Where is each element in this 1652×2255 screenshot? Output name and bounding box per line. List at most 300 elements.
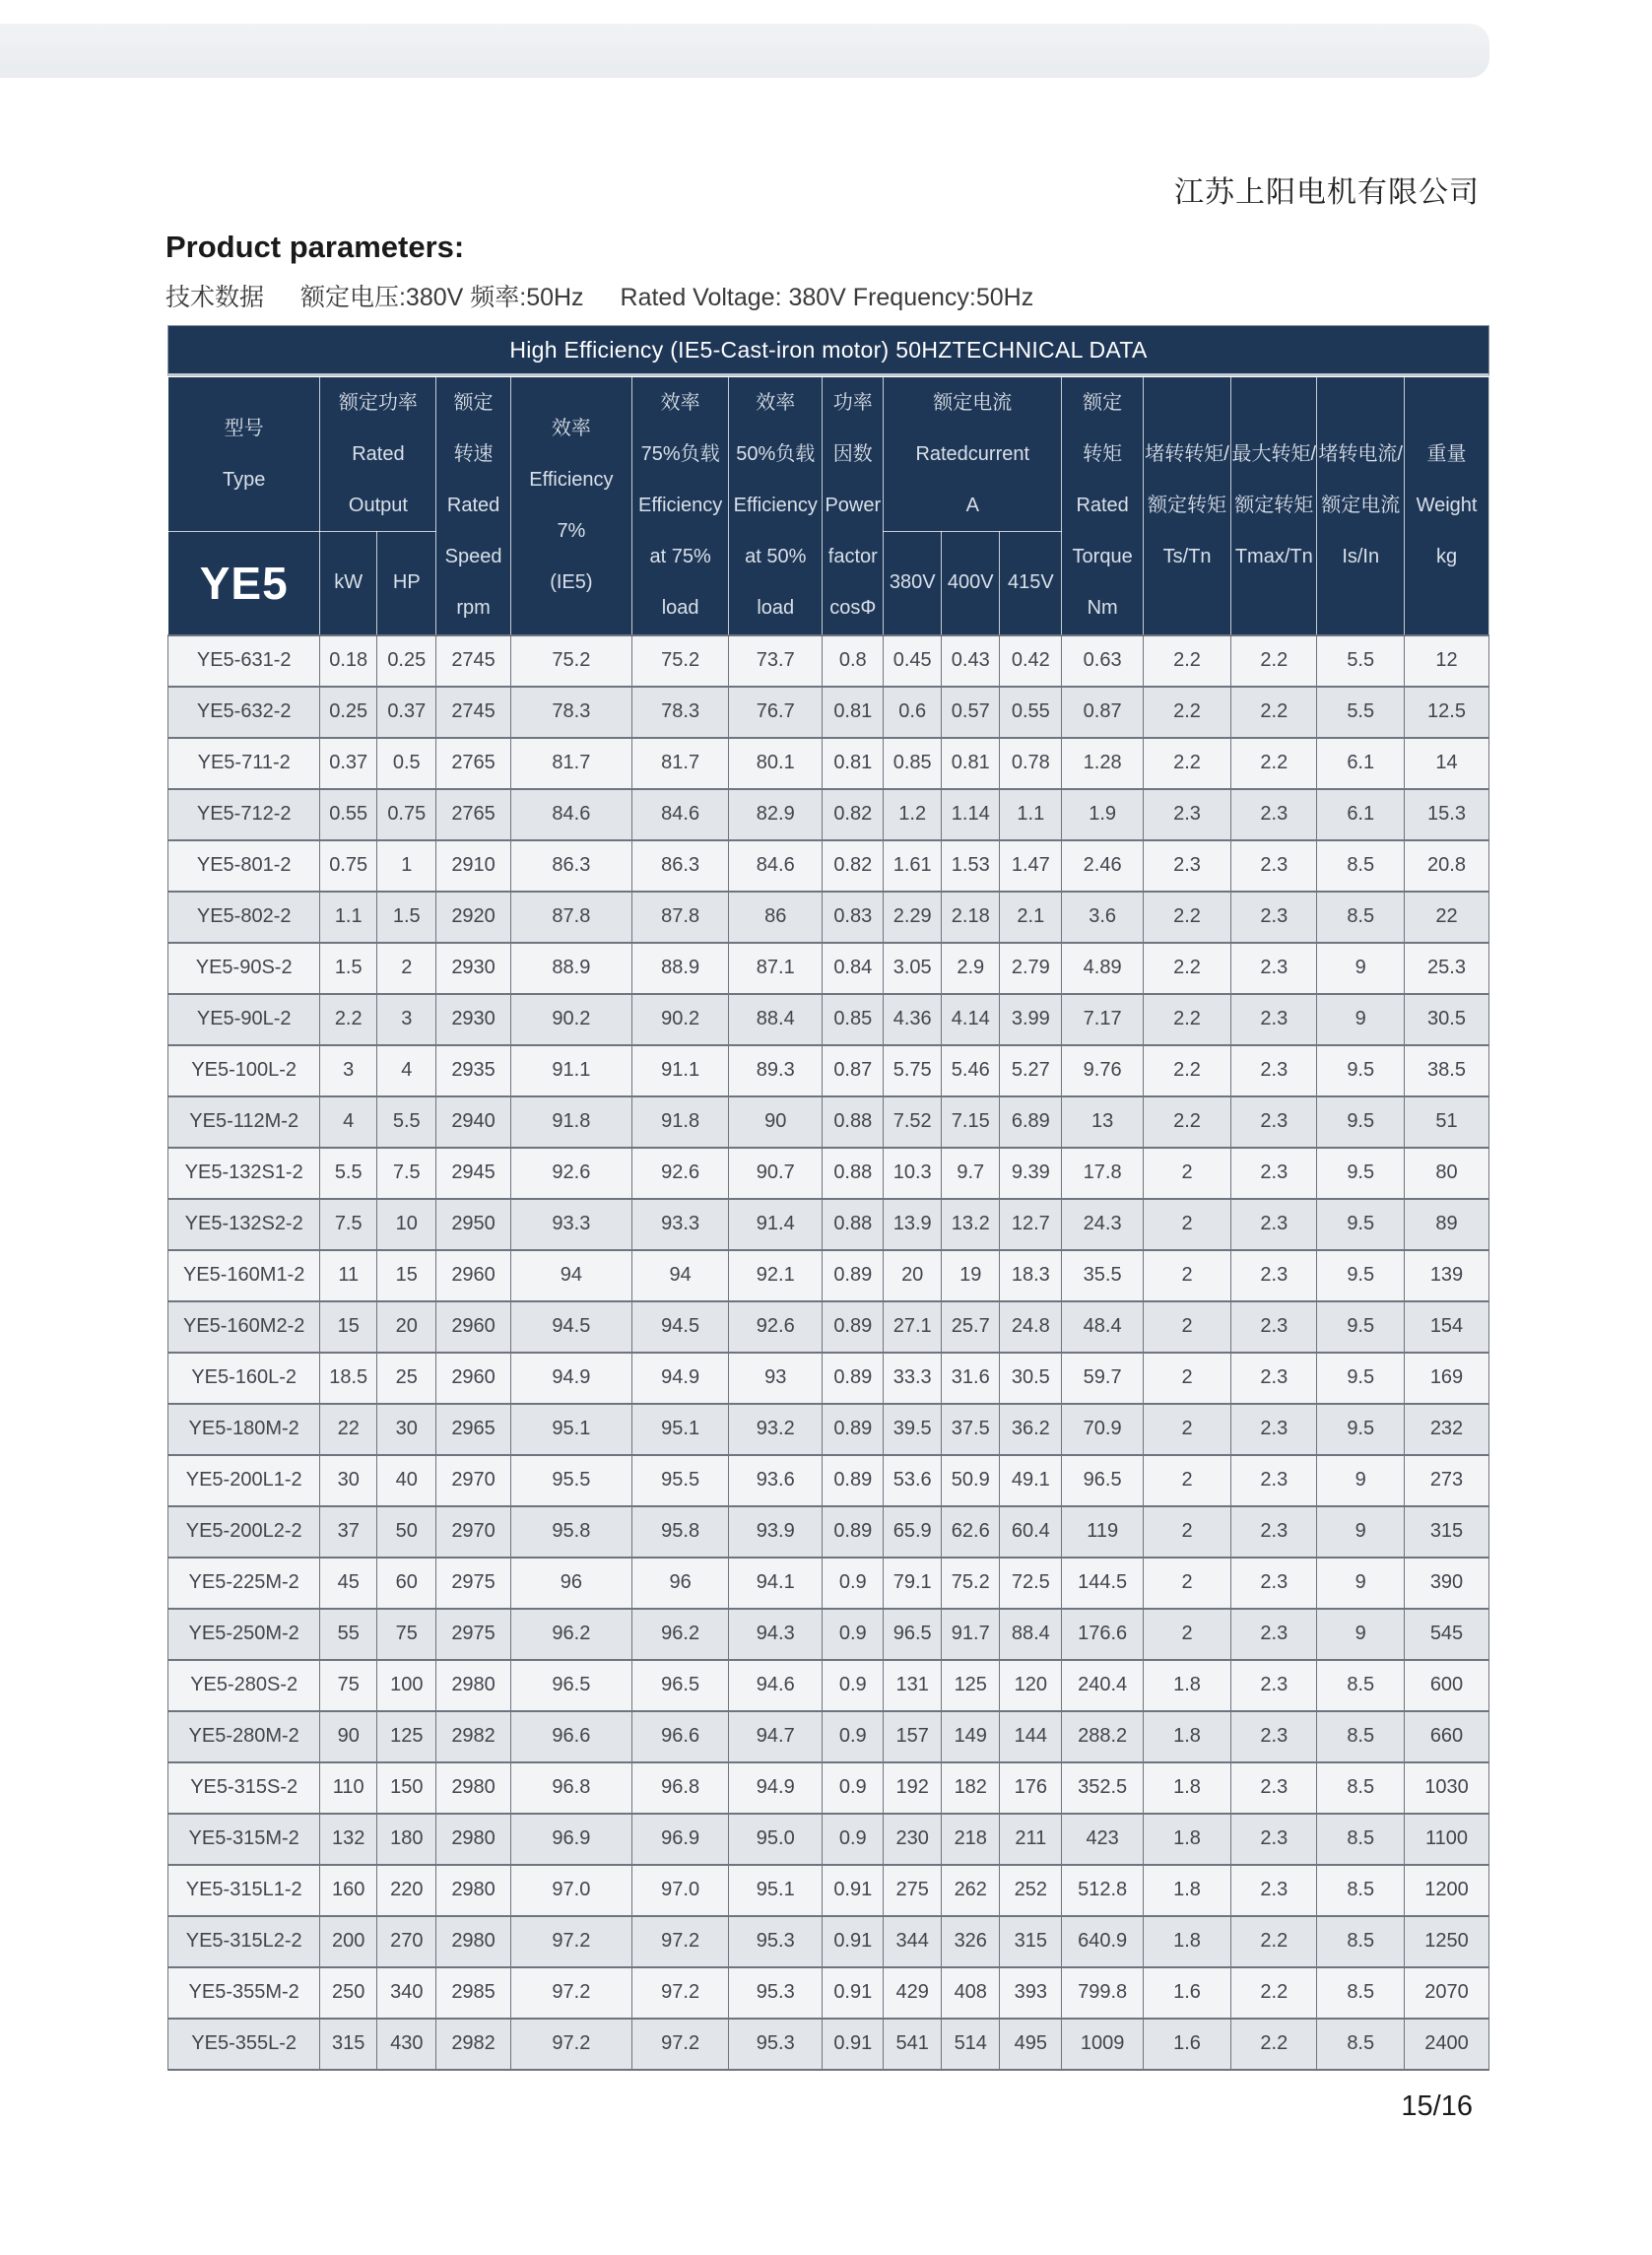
value-cell: 13.2 bbox=[942, 1199, 1000, 1250]
value-cell: 2.2 bbox=[1143, 1045, 1230, 1096]
table-row bbox=[168, 1660, 1489, 1711]
value-cell: 4 bbox=[320, 1096, 377, 1148]
value-cell: 0.9 bbox=[823, 1814, 884, 1865]
value-cell: 1.61 bbox=[884, 840, 942, 892]
value-cell: 30.5 bbox=[1000, 1353, 1062, 1404]
model-cell: YE5-132S2-2 bbox=[168, 1199, 320, 1250]
value-cell: 0.85 bbox=[884, 738, 942, 789]
value-cell: 2.3 bbox=[1231, 1199, 1317, 1250]
value-cell: 95.1 bbox=[510, 1404, 631, 1455]
value-cell: 0.42 bbox=[1000, 635, 1062, 687]
value-cell: 96.5 bbox=[1062, 1455, 1144, 1506]
model-cell: YE5-180M-2 bbox=[168, 1404, 320, 1455]
value-cell: 2975 bbox=[436, 1558, 510, 1609]
header-type: 型号 Type bbox=[168, 377, 320, 532]
value-cell: 1.8 bbox=[1143, 1916, 1230, 1967]
value-cell: 512.8 bbox=[1062, 1865, 1144, 1916]
model-cell: YE5-355M-2 bbox=[168, 1967, 320, 2019]
value-cell: 2980 bbox=[436, 1916, 510, 1967]
header-tmax-tn: 最大转矩/ 额定转矩 Tmax/Tn bbox=[1231, 377, 1317, 635]
value-cell: 5.75 bbox=[884, 1045, 942, 1096]
value-cell: 84.6 bbox=[729, 840, 823, 892]
value-cell: 9.5 bbox=[1317, 1353, 1405, 1404]
value-cell: 72.5 bbox=[1000, 1558, 1062, 1609]
value-cell: 18.3 bbox=[1000, 1250, 1062, 1301]
value-cell: 79.1 bbox=[884, 1558, 942, 1609]
value-cell: 9 bbox=[1317, 1558, 1405, 1609]
model-cell: YE5-200L1-2 bbox=[168, 1455, 320, 1506]
value-cell: 1200 bbox=[1405, 1865, 1489, 1916]
header-is-in: 堵转电流/ 额定电流 Is/In bbox=[1317, 377, 1405, 635]
value-cell: 25.3 bbox=[1405, 943, 1489, 994]
value-cell: 2.3 bbox=[1231, 943, 1317, 994]
value-cell: 24.3 bbox=[1062, 1199, 1144, 1250]
value-cell: 6.89 bbox=[1000, 1096, 1062, 1148]
value-cell: 9.7 bbox=[942, 1148, 1000, 1199]
value-cell: 8.5 bbox=[1317, 2019, 1405, 2070]
value-cell: 96.8 bbox=[510, 1762, 631, 1814]
value-cell: 96.5 bbox=[632, 1660, 729, 1711]
value-cell: 0.55 bbox=[1000, 687, 1062, 738]
value-cell: 90 bbox=[729, 1096, 823, 1148]
value-cell: 86 bbox=[729, 892, 823, 943]
value-cell: 75 bbox=[320, 1660, 377, 1711]
value-cell: 1.9 bbox=[1062, 789, 1144, 840]
value-cell: 84.6 bbox=[510, 789, 631, 840]
value-cell: 2965 bbox=[436, 1404, 510, 1455]
value-cell: 0.9 bbox=[823, 1660, 884, 1711]
value-cell: 4 bbox=[377, 1045, 436, 1096]
value-cell: 60.4 bbox=[1000, 1506, 1062, 1558]
value-cell: 9.5 bbox=[1317, 1148, 1405, 1199]
value-cell: 100 bbox=[377, 1660, 436, 1711]
value-cell: 2 bbox=[1143, 1609, 1230, 1660]
value-cell: 232 bbox=[1405, 1404, 1489, 1455]
value-cell: 1.5 bbox=[377, 892, 436, 943]
value-cell: 144.5 bbox=[1062, 1558, 1144, 1609]
value-cell: 131 bbox=[884, 1660, 942, 1711]
table-row bbox=[168, 1148, 1489, 1199]
table-row bbox=[168, 1916, 1489, 1967]
header-rated-current: 额定电流 Ratedcurrent A bbox=[884, 377, 1062, 532]
value-cell: 94.9 bbox=[729, 1762, 823, 1814]
value-cell: 0.91 bbox=[823, 1967, 884, 2019]
value-cell: 9 bbox=[1317, 1609, 1405, 1660]
value-cell: 315 bbox=[1000, 1916, 1062, 1967]
table-row bbox=[168, 738, 1489, 789]
table-row bbox=[168, 943, 1489, 994]
value-cell: 2.2 bbox=[1231, 687, 1317, 738]
model-cell: YE5-712-2 bbox=[168, 789, 320, 840]
value-cell: 53.6 bbox=[884, 1455, 942, 1506]
value-cell: 94 bbox=[632, 1250, 729, 1301]
value-cell: 24.8 bbox=[1000, 1301, 1062, 1353]
value-cell: 92.6 bbox=[729, 1301, 823, 1353]
table-row bbox=[168, 892, 1489, 943]
value-cell: 2.3 bbox=[1231, 1711, 1317, 1762]
value-cell: 2975 bbox=[436, 1609, 510, 1660]
value-cell: 125 bbox=[942, 1660, 1000, 1711]
header-weight: 重量 Weight kg bbox=[1405, 377, 1489, 635]
value-cell: 91.8 bbox=[632, 1096, 729, 1148]
value-cell: 0.25 bbox=[320, 687, 377, 738]
value-cell: 97.0 bbox=[510, 1865, 631, 1916]
value-cell: 352.5 bbox=[1062, 1762, 1144, 1814]
value-cell: 176 bbox=[1000, 1762, 1062, 1814]
value-cell: 211 bbox=[1000, 1814, 1062, 1865]
value-cell: 2 bbox=[1143, 1506, 1230, 1558]
value-cell: 75 bbox=[377, 1609, 436, 1660]
value-cell: 2960 bbox=[436, 1301, 510, 1353]
value-cell: 97.2 bbox=[510, 2019, 631, 2070]
value-cell: 192 bbox=[884, 1762, 942, 1814]
header-rated-torque: 额定 转矩 Rated Torque Nm bbox=[1062, 377, 1144, 635]
motor-data-table bbox=[167, 376, 1489, 2071]
value-cell: 9.5 bbox=[1317, 1199, 1405, 1250]
value-cell: 60 bbox=[377, 1558, 436, 1609]
value-cell: 87.8 bbox=[632, 892, 729, 943]
value-cell: 495 bbox=[1000, 2019, 1062, 2070]
value-cell: 3 bbox=[377, 994, 436, 1045]
value-cell: 0.5 bbox=[377, 738, 436, 789]
value-cell: 9.5 bbox=[1317, 1250, 1405, 1301]
value-cell: 640.9 bbox=[1062, 1916, 1144, 1967]
value-cell: 541 bbox=[884, 2019, 942, 2070]
page-title: Product parameters: bbox=[165, 230, 465, 264]
table-row bbox=[168, 1711, 1489, 1762]
value-cell: 38.5 bbox=[1405, 1045, 1489, 1096]
value-cell: 545 bbox=[1405, 1609, 1489, 1660]
value-cell: 0.81 bbox=[942, 738, 1000, 789]
value-cell: 0.18 bbox=[320, 635, 377, 687]
value-cell: 81.7 bbox=[632, 738, 729, 789]
table-row bbox=[168, 635, 1489, 687]
value-cell: 2.2 bbox=[1143, 738, 1230, 789]
value-cell: 2.3 bbox=[1231, 994, 1317, 1045]
value-cell: 157 bbox=[884, 1711, 942, 1762]
value-cell: 8.5 bbox=[1317, 1762, 1405, 1814]
value-cell: 2.2 bbox=[320, 994, 377, 1045]
header-380v: 380V bbox=[884, 532, 942, 635]
technical-data-subtitle bbox=[165, 278, 1033, 313]
value-cell: 45 bbox=[320, 1558, 377, 1609]
value-cell: 200 bbox=[320, 1916, 377, 1967]
value-cell: 18.5 bbox=[320, 1353, 377, 1404]
table-row bbox=[168, 687, 1489, 738]
value-cell: 96.2 bbox=[632, 1609, 729, 1660]
value-cell: 2.79 bbox=[1000, 943, 1062, 994]
value-cell: 1250 bbox=[1405, 1916, 1489, 1967]
value-cell: 89 bbox=[1405, 1199, 1489, 1250]
value-cell: 1.6 bbox=[1143, 2019, 1230, 2070]
table-row bbox=[168, 1404, 1489, 1455]
value-cell: 0.91 bbox=[823, 1865, 884, 1916]
value-cell: 25 bbox=[377, 1353, 436, 1404]
header-ts-tn: 堵转转矩/ 额定转矩 Ts/Tn bbox=[1143, 377, 1230, 635]
value-cell: 93.9 bbox=[729, 1506, 823, 1558]
value-cell: 95.5 bbox=[510, 1455, 631, 1506]
value-cell: 2910 bbox=[436, 840, 510, 892]
value-cell: 9 bbox=[1317, 1506, 1405, 1558]
value-cell: 2 bbox=[1143, 1353, 1230, 1404]
value-cell: 2.2 bbox=[1143, 943, 1230, 994]
value-cell: 2765 bbox=[436, 738, 510, 789]
value-cell: 4.14 bbox=[942, 994, 1000, 1045]
value-cell: 80 bbox=[1405, 1148, 1489, 1199]
value-cell: 30 bbox=[320, 1455, 377, 1506]
value-cell: 1.8 bbox=[1143, 1660, 1230, 1711]
value-cell: 2.2 bbox=[1143, 1096, 1230, 1148]
value-cell: 2980 bbox=[436, 1762, 510, 1814]
value-cell: 2.3 bbox=[1231, 1558, 1317, 1609]
value-cell: 2.3 bbox=[1231, 1096, 1317, 1148]
value-cell: 8.5 bbox=[1317, 1814, 1405, 1865]
value-cell: 1.8 bbox=[1143, 1814, 1230, 1865]
value-cell: 2.3 bbox=[1231, 840, 1317, 892]
value-cell: 88.4 bbox=[729, 994, 823, 1045]
value-cell: 169 bbox=[1405, 1353, 1489, 1404]
value-cell: 5.5 bbox=[377, 1096, 436, 1148]
value-cell: 125 bbox=[377, 1711, 436, 1762]
company-name: 江苏上阳电机有限公司 bbox=[1174, 176, 1480, 209]
value-cell: 326 bbox=[942, 1916, 1000, 1967]
value-cell: 5.27 bbox=[1000, 1045, 1062, 1096]
value-cell: 273 bbox=[1405, 1455, 1489, 1506]
value-cell: 90.2 bbox=[632, 994, 729, 1045]
value-cell: 2.3 bbox=[1231, 1301, 1317, 1353]
value-cell: 2.46 bbox=[1062, 840, 1144, 892]
value-cell: 0.89 bbox=[823, 1250, 884, 1301]
value-cell: 92.1 bbox=[729, 1250, 823, 1301]
value-cell: 1.8 bbox=[1143, 1711, 1230, 1762]
value-cell: 600 bbox=[1405, 1660, 1489, 1711]
value-cell: 97.2 bbox=[632, 2019, 729, 2070]
header-series-ye5: YE5 bbox=[168, 532, 320, 635]
value-cell: 0.45 bbox=[884, 635, 942, 687]
value-cell: 94.9 bbox=[632, 1353, 729, 1404]
model-cell: YE5-315S-2 bbox=[168, 1762, 320, 1814]
value-cell: 2745 bbox=[436, 687, 510, 738]
value-cell: 0.89 bbox=[823, 1301, 884, 1353]
value-cell: 340 bbox=[377, 1967, 436, 2019]
value-cell: 12.7 bbox=[1000, 1199, 1062, 1250]
value-cell: 9 bbox=[1317, 994, 1405, 1045]
value-cell: 2.3 bbox=[1231, 1045, 1317, 1096]
value-cell: 2 bbox=[1143, 1558, 1230, 1609]
value-cell: 96 bbox=[632, 1558, 729, 1609]
model-cell: YE5-132S1-2 bbox=[168, 1148, 320, 1199]
value-cell: 1.5 bbox=[320, 943, 377, 994]
value-cell: 2920 bbox=[436, 892, 510, 943]
value-cell: 90.7 bbox=[729, 1148, 823, 1199]
value-cell: 9.5 bbox=[1317, 1045, 1405, 1096]
value-cell: 1.2 bbox=[884, 789, 942, 840]
value-cell: 90 bbox=[320, 1711, 377, 1762]
value-cell: 92.6 bbox=[632, 1148, 729, 1199]
value-cell: 2.3 bbox=[1231, 1250, 1317, 1301]
value-cell: 0.87 bbox=[823, 1045, 884, 1096]
subtitle-en: Rated Voltage: 380V Frequency:50Hz bbox=[620, 284, 1034, 311]
value-cell: 2.3 bbox=[1231, 789, 1317, 840]
value-cell: 1.14 bbox=[942, 789, 1000, 840]
value-cell: 30.5 bbox=[1405, 994, 1489, 1045]
value-cell: 12.5 bbox=[1405, 687, 1489, 738]
value-cell: 149 bbox=[942, 1711, 1000, 1762]
value-cell: 7.15 bbox=[942, 1096, 1000, 1148]
value-cell: 5.5 bbox=[1317, 635, 1405, 687]
table-row bbox=[168, 1558, 1489, 1609]
value-cell: 2940 bbox=[436, 1096, 510, 1148]
value-cell: 12 bbox=[1405, 635, 1489, 687]
model-cell: YE5-160M2-2 bbox=[168, 1301, 320, 1353]
value-cell: 78.3 bbox=[632, 687, 729, 738]
value-cell: 15 bbox=[320, 1301, 377, 1353]
value-cell: 89.3 bbox=[729, 1045, 823, 1096]
value-cell: 49.1 bbox=[1000, 1455, 1062, 1506]
decorative-top-band bbox=[0, 24, 1489, 78]
value-cell: 9.5 bbox=[1317, 1404, 1405, 1455]
value-cell: 144 bbox=[1000, 1711, 1062, 1762]
value-cell: 40 bbox=[377, 1455, 436, 1506]
value-cell: 429 bbox=[884, 1967, 942, 2019]
value-cell: 75.2 bbox=[632, 635, 729, 687]
value-cell: 2.3 bbox=[1231, 1814, 1317, 1865]
value-cell: 0.85 bbox=[823, 994, 884, 1045]
value-cell: 119 bbox=[1062, 1506, 1144, 1558]
value-cell: 39.5 bbox=[884, 1404, 942, 1455]
value-cell: 2.2 bbox=[1231, 738, 1317, 789]
value-cell: 96.9 bbox=[510, 1814, 631, 1865]
value-cell: 0.89 bbox=[823, 1455, 884, 1506]
value-cell: 0.37 bbox=[377, 687, 436, 738]
value-cell: 4.89 bbox=[1062, 943, 1144, 994]
value-cell: 0.25 bbox=[377, 635, 436, 687]
value-cell: 2.2 bbox=[1231, 2019, 1317, 2070]
value-cell: 81.7 bbox=[510, 738, 631, 789]
value-cell: 0.89 bbox=[823, 1353, 884, 1404]
value-cell: 25.7 bbox=[942, 1301, 1000, 1353]
value-cell: 5.5 bbox=[320, 1148, 377, 1199]
value-cell: 13 bbox=[1062, 1096, 1144, 1148]
value-cell: 1.1 bbox=[1000, 789, 1062, 840]
value-cell: 132 bbox=[320, 1814, 377, 1865]
model-cell: YE5-112M-2 bbox=[168, 1096, 320, 1148]
value-cell: 95.5 bbox=[632, 1455, 729, 1506]
value-cell: 0.9 bbox=[823, 1762, 884, 1814]
value-cell: 95.3 bbox=[729, 1916, 823, 1967]
value-cell: 7.17 bbox=[1062, 994, 1144, 1045]
header-rated-speed: 额定 转速 Rated Speed rpm bbox=[436, 377, 510, 635]
value-cell: 11 bbox=[320, 1250, 377, 1301]
value-cell: 96.5 bbox=[510, 1660, 631, 1711]
value-cell: 0.57 bbox=[942, 687, 1000, 738]
value-cell: 344 bbox=[884, 1916, 942, 1967]
value-cell: 97.2 bbox=[632, 1916, 729, 1967]
value-cell: 2.1 bbox=[1000, 892, 1062, 943]
value-cell: 2960 bbox=[436, 1353, 510, 1404]
value-cell: 2.3 bbox=[1143, 789, 1230, 840]
subtitle-cn-values: 额定电压:380V 频率:50Hz bbox=[299, 284, 584, 311]
value-cell: 2.2 bbox=[1143, 892, 1230, 943]
table-row bbox=[168, 1353, 1489, 1404]
value-cell: 94.1 bbox=[729, 1558, 823, 1609]
value-cell: 2400 bbox=[1405, 2019, 1489, 2070]
header-power-factor: 功率 因数 Power factor cosΦ bbox=[823, 377, 884, 635]
value-cell: 94.6 bbox=[729, 1660, 823, 1711]
value-cell: 2 bbox=[1143, 1455, 1230, 1506]
value-cell: 93.3 bbox=[632, 1199, 729, 1250]
value-cell: 73.7 bbox=[729, 635, 823, 687]
value-cell: 97.0 bbox=[632, 1865, 729, 1916]
value-cell: 3.99 bbox=[1000, 994, 1062, 1045]
value-cell: 1.8 bbox=[1143, 1762, 1230, 1814]
table-row bbox=[168, 994, 1489, 1045]
value-cell: 94.5 bbox=[510, 1301, 631, 1353]
value-cell: 0.89 bbox=[823, 1506, 884, 1558]
value-cell: 96 bbox=[510, 1558, 631, 1609]
value-cell: 88.9 bbox=[632, 943, 729, 994]
model-cell: YE5-200L2-2 bbox=[168, 1506, 320, 1558]
value-cell: 9 bbox=[1317, 943, 1405, 994]
value-cell: 17.8 bbox=[1062, 1148, 1144, 1199]
table-title: High Efficiency (IE5-Cast-iron motor) 50HZTECHNICAL DATA bbox=[167, 325, 1489, 376]
value-cell: 2935 bbox=[436, 1045, 510, 1096]
value-cell: 2765 bbox=[436, 789, 510, 840]
value-cell: 150 bbox=[377, 1762, 436, 1814]
value-cell: 97.2 bbox=[510, 1916, 631, 1967]
value-cell: 2 bbox=[1143, 1404, 1230, 1455]
header-415v: 415V bbox=[1000, 532, 1062, 635]
value-cell: 76.7 bbox=[729, 687, 823, 738]
value-cell: 82.9 bbox=[729, 789, 823, 840]
value-cell: 262 bbox=[942, 1865, 1000, 1916]
value-cell: 37.5 bbox=[942, 1404, 1000, 1455]
value-cell: 1009 bbox=[1062, 2019, 1144, 2070]
model-cell: YE5-160L-2 bbox=[168, 1353, 320, 1404]
model-cell: YE5-801-2 bbox=[168, 840, 320, 892]
value-cell: 0.82 bbox=[823, 789, 884, 840]
value-cell: 176.6 bbox=[1062, 1609, 1144, 1660]
table-row bbox=[168, 1814, 1489, 1865]
value-cell: 2 bbox=[1143, 1199, 1230, 1250]
value-cell: 97.2 bbox=[632, 1967, 729, 2019]
value-cell: 2980 bbox=[436, 1814, 510, 1865]
value-cell: 95.3 bbox=[729, 2019, 823, 2070]
value-cell: 230 bbox=[884, 1814, 942, 1865]
value-cell: 90.2 bbox=[510, 994, 631, 1045]
value-cell: 8.5 bbox=[1317, 892, 1405, 943]
value-cell: 0.89 bbox=[823, 1404, 884, 1455]
value-cell: 35.5 bbox=[1062, 1250, 1144, 1301]
value-cell: 1.28 bbox=[1062, 738, 1144, 789]
value-cell: 92.6 bbox=[510, 1148, 631, 1199]
value-cell: 315 bbox=[320, 2019, 377, 2070]
value-cell: 0.63 bbox=[1062, 635, 1144, 687]
model-cell: YE5-280S-2 bbox=[168, 1660, 320, 1711]
value-cell: 1.1 bbox=[320, 892, 377, 943]
value-cell: 88.9 bbox=[510, 943, 631, 994]
value-cell: 0.88 bbox=[823, 1199, 884, 1250]
value-cell: 2930 bbox=[436, 994, 510, 1045]
value-cell: 19 bbox=[942, 1250, 1000, 1301]
value-cell: 275 bbox=[884, 1865, 942, 1916]
table-header bbox=[168, 377, 1489, 635]
value-cell: 9.5 bbox=[1317, 1301, 1405, 1353]
value-cell: 87.8 bbox=[510, 892, 631, 943]
value-cell: 75.2 bbox=[942, 1558, 1000, 1609]
value-cell: 182 bbox=[942, 1762, 1000, 1814]
value-cell: 2.2 bbox=[1143, 687, 1230, 738]
